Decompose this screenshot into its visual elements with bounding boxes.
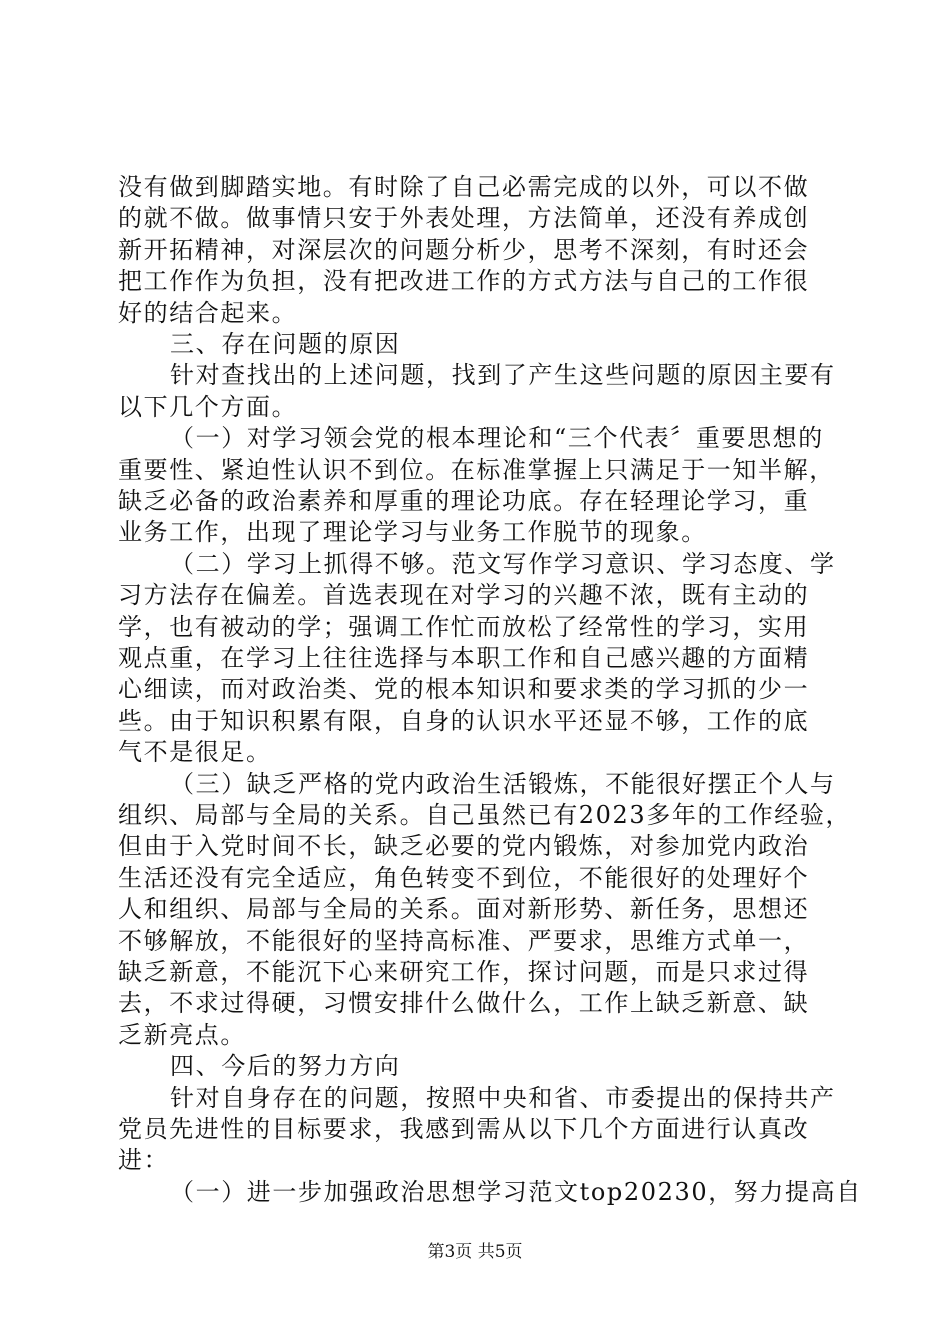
text-line: （三）缺乏严格的党内政治生活锻炼，不能很好摆正个人与 bbox=[170, 769, 836, 798]
text-line: 新开拓精神，对深层次的问题分析少，思考不深刻，有时还会 bbox=[118, 235, 810, 264]
text-line: 针对查找出的上述问题，找到了产生这些问题的原因主要有 bbox=[170, 361, 836, 390]
text-line: 但由于入党时间不长，缺乏必要的党内锻炼，对参加党内政治 bbox=[118, 832, 810, 861]
text-line: （一）对学习领会党的根本理论和“三个代表〞重要思想的 bbox=[170, 424, 824, 453]
text-line: 重要性、紧迫性认识不到位。在标准掌握上只满足于一知半解， bbox=[118, 455, 835, 484]
page-number-footer: 第3页 共5页 bbox=[427, 1242, 523, 1262]
text-line: 观点重，在学习上往往选择与本职工作和自己感兴趣的方面精 bbox=[118, 644, 810, 672]
text-line: 学，也有被动的学；强调工作忙而放松了经常性的学习，实用 bbox=[118, 612, 810, 641]
text-line: 心细读，而对政治类、党的根本知识和要求类的学习抓的少一 bbox=[118, 675, 810, 704]
text-line: 没有做到脚踏实地。有时除了自己必需完成的以外，可以不做 bbox=[118, 173, 810, 201]
text-line: 党员先进性的目标要求，我感到需从以下几个方面进行认真改 bbox=[118, 1115, 810, 1143]
section-heading: 三、存在问题的原因 bbox=[170, 330, 401, 358]
text-line: 缺乏必备的政治素养和厚重的理论功底。存在轻理论学习，重 bbox=[118, 487, 810, 515]
text-line: 缺乏新意，不能沉下心来研究工作，探讨问题，而是只求过得 bbox=[118, 958, 810, 986]
text-line: 把工作作为负担，没有把改进工作的方式方法与自己的工作很 bbox=[118, 267, 810, 296]
section-heading: 四、今后的努力方向 bbox=[170, 1052, 401, 1081]
text-line: 的就不做。做事情只安于外表处理，方法简单，还没有养成创 bbox=[118, 204, 810, 233]
text-line: 不够解放，不能很好的坚持高标准、严要求，思维方式单一， bbox=[118, 926, 810, 955]
text-line: （二）学习上抓得不够。范文写作学习意识、学习态度、学 bbox=[170, 549, 836, 578]
text-line: 以下几个方面。 bbox=[118, 392, 298, 421]
text-line: 针对自身存在的问题，按照中央和省、市委提出的保持共产 bbox=[170, 1083, 836, 1112]
text-line: 人和组织、局部与全局的关系。面对新形势、新任务，思想还 bbox=[118, 895, 810, 924]
text-line: 组织、局部与全局的关系。自己虽然已有2023多年的工作经验， bbox=[118, 801, 852, 829]
text-line: 习方法存在偏差。首选表现在对学习的兴趣不浓，既有主动的 bbox=[118, 581, 810, 610]
text-line: 乏新亮点。 bbox=[118, 1020, 246, 1049]
text-line: 好的结合起来。 bbox=[118, 298, 298, 327]
text-line: 业务工作，出现了理论学习与业务工作脱节的现象。 bbox=[118, 518, 707, 547]
text-line: 生活还没有完全适应，角色转变不到位，不能很好的处理好个 bbox=[118, 863, 810, 892]
text-line: 进： bbox=[118, 1146, 170, 1175]
text-line: 去，不求过得硬，习惯安排什么做什么，工作上缺乏新意、缺 bbox=[118, 989, 810, 1018]
text-line: （一）进一步加强政治思想学习范文top20230，努力提高自 bbox=[170, 1177, 862, 1206]
text-line: 气不是很足。 bbox=[118, 738, 272, 767]
text-line: 些。由于知识积累有限，自身的认识水平还显不够，工作的底 bbox=[118, 706, 810, 735]
